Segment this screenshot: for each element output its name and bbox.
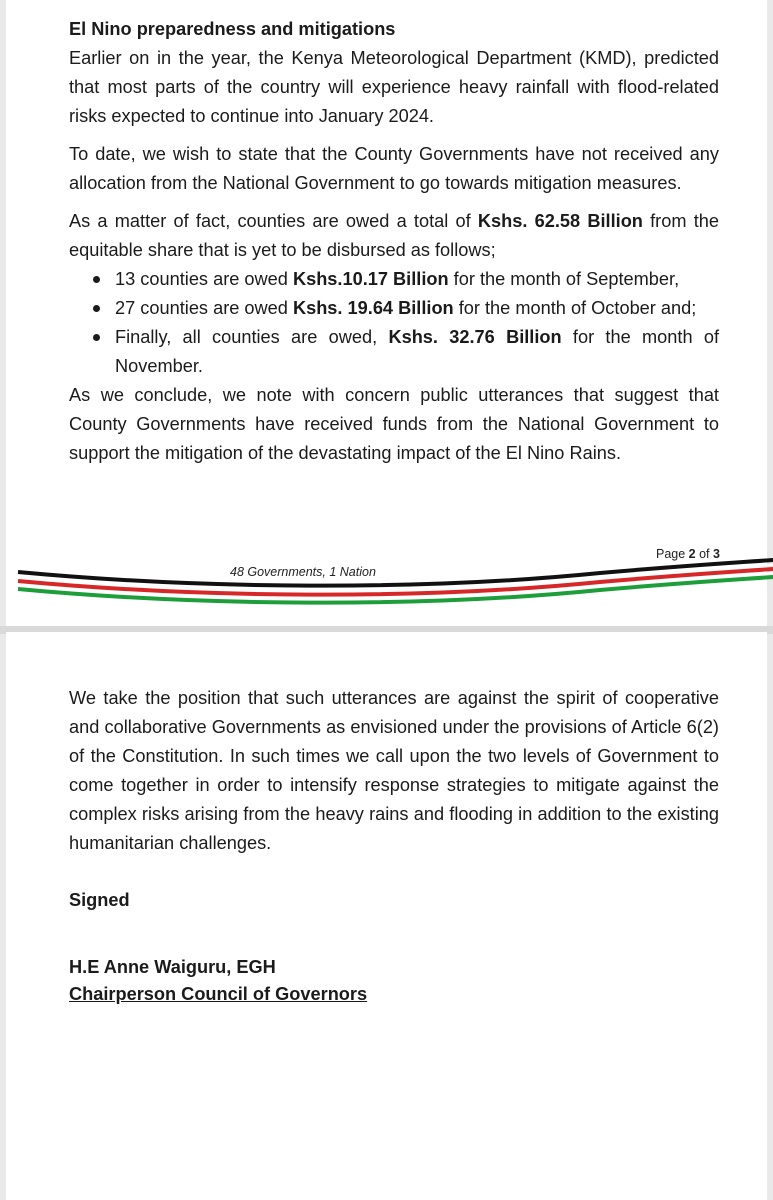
section-heading: El Nino preparedness and mitigations [69,19,396,39]
total-owed-amount: Kshs. 62.58 Billion [477,211,643,231]
list-item [69,294,719,323]
page-body [69,15,719,468]
text-span: for the month of November. [115,327,720,376]
footer-tagline: 48 Governments, 1 Nation [230,565,376,579]
page-label: Page [656,547,689,561]
text-span: for the month of October and; [453,298,697,318]
list-item [69,265,719,294]
list-item [69,323,719,381]
signatory-title: Chairperson Council of Governors [69,984,368,1004]
amount-november: Kshs. 32.76 Billion [388,327,562,347]
text-span: As a matter of fact, counties are owed a total of [69,211,478,231]
bullet-icon [93,305,100,312]
text-span: 27 counties are owed [115,298,293,318]
page-total: 3 [713,547,720,561]
amount-october: Kshs. 19.64 Billion [292,298,454,318]
paragraph-position: We take the position that such utterances are against the spirit of cooperative and collaborative Governments as envisioned under the provisions of Article 6(2) of the Constitution. In such times we call upon the two levels of Government to come together in order to intensify response strategies to mitigate against the complex risks arising from the heavy rains and flooding in addition to the existing humanitarian challenges. [69,688,719,853]
bullet-icon [93,276,100,283]
paragraph-conclusion: As we conclude, we note with concern public utterances that suggest that County Governments have received funds from the National Government to support the mitigation of the devastating impact of the El Nino Rains. [69,385,719,463]
amount-september: Kshs.10.17 Billion [292,269,449,289]
page-body [69,684,719,1008]
bullet-icon [93,334,100,341]
paragraph-amount-owed [69,207,719,265]
kenya-flag-ribbon [0,555,773,615]
text-span: from the equitable share that is yet to be disbursed as follows; [69,211,719,260]
page-current: 2 [688,547,696,561]
document-page-2 [6,0,767,628]
signed-label: Signed [69,890,130,910]
text-span: 13 counties are owed [115,269,293,289]
text-span: for the month of September, [448,269,680,289]
paragraph-kmd-forecast: Earlier on in the year, the Kenya Meteorological Department (KMD), predicted that most parts of the country will experience heavy rainfall with flood-related risks expected to continue into January 2024. [69,48,719,126]
signatory-name: H.E Anne Waiguru, EGH [69,957,276,977]
text-span: Finally, all counties are owed, [115,327,389,347]
document-page-3 [6,632,767,1200]
paragraph-no-allocation: To date, we wish to state that the County Governments have not received any allocation from the National Government to go towards mitigation measures. [69,144,719,193]
page-of: of [695,547,713,561]
owed-breakdown-list [69,265,719,381]
